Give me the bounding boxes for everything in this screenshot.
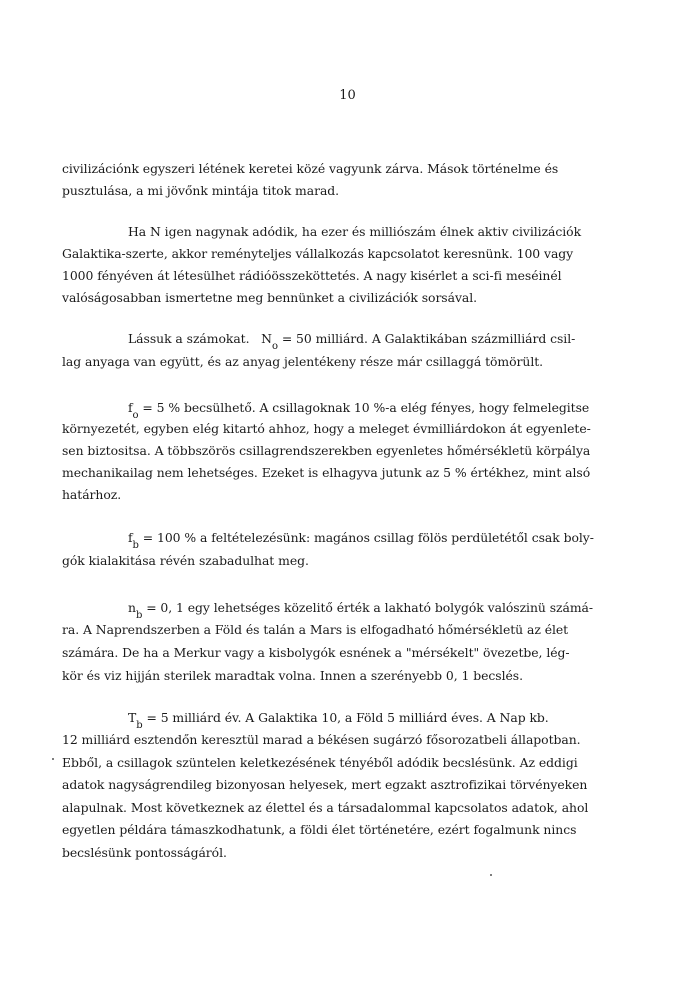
text-line: ra. A Naprendszerben a Föld és talán a Mars is elfogadható hőmérsékletü az élet	[62, 622, 569, 637]
text-line: kör és viz hijján sterilek maradtak volna. Innen a szerényebb 0, 1 becslés.	[62, 668, 523, 683]
variable-symbol: N	[261, 331, 272, 346]
formula-line	[128, 530, 594, 551]
text-line: Ha N igen nagynak adódik, ha ezer és milliószám élnek aktiv civilizációk	[128, 224, 582, 239]
formula-text: = 5 milliárd év. A Galaktika 10, a Föld 5 milliárd éves. A Nap kb.	[146, 710, 549, 725]
scan-speck	[490, 874, 492, 876]
text-line: környezetét, egyben elég kitartó ahhoz, hogy a meleget évmilliárdokon át egyenlete-	[62, 421, 591, 436]
page-number: 10	[339, 88, 356, 103]
text-line: egyetlen példára támaszkodhatunk, a földi élet történetére, ezért fogalmunk nincs	[62, 822, 577, 837]
formula-line	[128, 600, 594, 621]
variable-subscript: o	[271, 341, 278, 352]
formula-line	[128, 331, 576, 352]
text-line: becslésünk pontosságáról.	[62, 845, 227, 860]
text-line: Ebből, a csillagok szüntelen keletkezésének tényéből adódik becslésünk. Az eddigi	[62, 755, 578, 770]
variable-symbol: T	[128, 710, 137, 725]
formula-line	[128, 710, 549, 731]
formula-text: = 0, 1 egy lehetséges közelitő érték a lakható bolygók valószinü számá-	[146, 600, 594, 615]
text-line: határhoz.	[62, 487, 122, 502]
variable-subscript: b	[136, 720, 143, 731]
variable-subscript: b	[135, 610, 143, 621]
text-line: mechanikailag nem lehetséges. Ezeket is elhagyva jutunk az 5 % értékhez, mint alsó	[62, 465, 591, 480]
scan-speck	[52, 758, 54, 760]
formula-line	[128, 400, 590, 421]
text-line: Galaktika-szerte, akkor reményteljes vállalkozás kapcsolatot keresnünk. 100 vagy	[62, 246, 574, 261]
formula-text: = 5 % becsülhető. A csillagoknak 10 %-a elég fényes, hogy felmelegitse	[142, 400, 590, 415]
formula-text: = 100 % a feltételezésünk: magános csillag fölös perdületétől csak boly-	[142, 530, 594, 545]
text-line: 1000 fényéven át létesülhet rádióösszeköttetés. A nagy kisérlet a sci-fi meséinél	[62, 268, 562, 283]
text-line: számára. De ha a Merkur vagy a kisbolygók esnének a "mérsékelt" övezetbe, lég-	[62, 645, 570, 660]
text-line: lag anyaga van együtt, és az anyag jelentékeny része már csillaggá tömörült.	[62, 354, 544, 369]
text-line: civilizációnk egyszeri létének keretei közé vagyunk zárva. Mások történelme és	[62, 161, 559, 176]
formula-text: = 50 milliárd. A Galaktikában százmilliárd csil-	[281, 331, 576, 346]
text-line: alapulnak. Most következnek az élettel és a társadalommal kapcsolatos adatok, ahol	[62, 800, 589, 815]
variable-symbol: f	[128, 530, 133, 545]
text-line: gók kialakitása révén szabadulhat meg.	[62, 553, 309, 568]
text-line: sen biztositsa. A többszörös csillagrendszerekben egyenletes hőmérsékletü körpálya	[62, 443, 591, 458]
variable-symbol: f	[128, 400, 133, 415]
variable-subscript: o	[132, 410, 139, 421]
text-line: pusztulása, a mi jövőnk mintája titok marad.	[62, 183, 340, 198]
lead-text: Lássuk a számokat.	[128, 331, 250, 346]
text-line: valóságosabban ismertetne meg bennünket a civilizációk sorsával.	[62, 290, 478, 305]
text-line: adatok nagyságrendileg bizonyosan helyesek, mert egzakt asztrofizikai törvényeken	[62, 777, 588, 792]
variable-symbol: n	[128, 600, 136, 615]
variable-subscript: b	[132, 540, 139, 551]
text-line: 12 milliárd esztendőn keresztül marad a békésen sugárzó fősorozatbeli állapotban.	[62, 732, 581, 747]
